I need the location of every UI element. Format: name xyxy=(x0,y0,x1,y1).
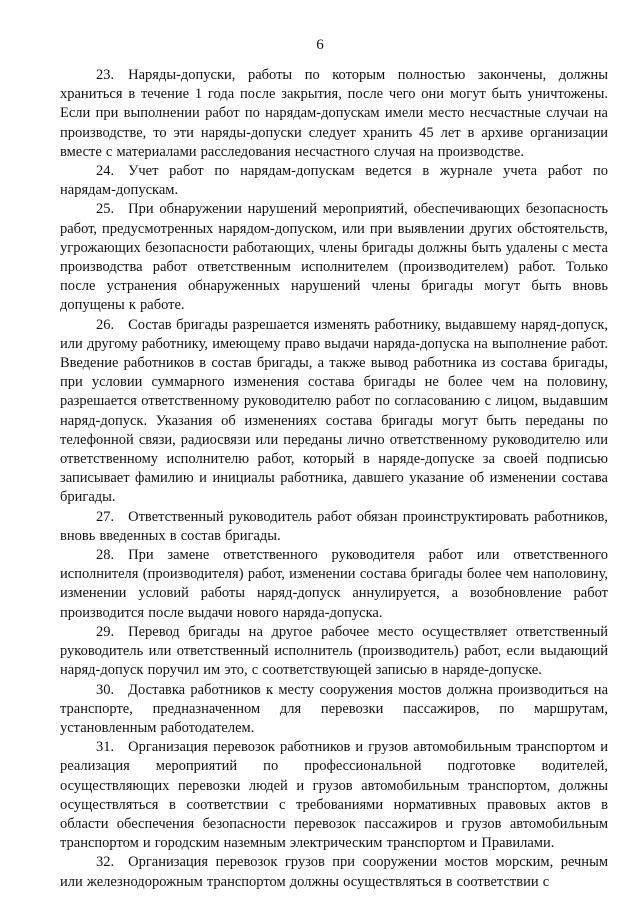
paragraph-text: При замене ответственного руководителя работ или ответственного исполнителя (производителя) работ, изменении состава бригады более чем наполовину, изменении условий работы наряд-допуск аннулируется, а возобновление работ производится после выдачи нового наряда-допуска. xyxy=(60,547,608,621)
paragraph-text: Перевод бригады на другое рабочее место осуществляет ответственный руководитель или ответственный исполнитель (производитель) работ, если выдающий наряд-допуск поручил им это, с соответствующей записью в наряде-допуске. xyxy=(60,623,608,679)
paragraph-text: Наряды-допуски, работы по которым полностью закончены, должны храниться в течение 1 года после закрытия, после чего они могут быть уничтожены. Если при выполнении работ по нарядам-допускам имели место несчастные случаи на производстве, то эти наряды-допуски следует хранить 45 лет в архиве организации вместе с материалами расследования несчастного случая на производстве. xyxy=(60,67,608,160)
paragraph-number: 23. xyxy=(96,67,115,83)
paragraph-25 xyxy=(60,200,608,315)
paragraph-text: Состав бригады разрешается изменять работнику, выдавшему наряд-допуск, или другому работнику, имеющему право выдачи наряда-допуска на выполнение работ. Введение работников в состав бригады, а также вывод работника из состава бригады, при условии суммарного изменения состава бригады не более чем на половину, разрешается ответственному руководителю работ по согласованию с лицом, выдавшим наряд-допуск. Указания об изменениях состава бригады могут быть переданы по телефонной связи, радиосвязи или переданы лично ответственному руководителю или ответственному исполнителю работ, который в наряде-допуске за своей подписью записывает фамилию и инициалы работника, давшего указание об изменении состава бригады. xyxy=(60,316,608,506)
document-body xyxy=(60,66,608,892)
paragraph-text: При обнаружении нарушений мероприятий, обеспечивающих безопасность работ, предусмотренных нарядом-допуском, или при выявлении других обстоятельств, угрожающих безопасности работающих, члены бригады должны быть удалены с места производства работ ответственным исполнителем (производителем) работ. Только после устранения обнаруженных нарушений члены бригады могут быть вновь допущены к работе. xyxy=(60,201,608,314)
paragraph-number: 30. xyxy=(96,681,115,698)
paragraph-number: 29. xyxy=(96,623,115,640)
paragraph-text: Учет работ по нарядам-допускам ведется в журнале учета работ по нарядам-допускам. xyxy=(60,163,608,199)
paragraph-32 xyxy=(60,853,608,891)
paragraph-text: Организация перевозок работников и грузов автомобильным транспортом и реализация мероприятий по профессиональной подготовке водителей, осуществляющих перевозки людей и грузов автомобильным транспортом, должны осуществляться в соответствии с требованиями нормативных правовых актов в области обеспечения безопасности перевозок пассажиров и грузов автомобильным транспортом и городским наземным электрическим транспортом и Правилами. xyxy=(60,739,608,852)
paragraph-29 xyxy=(60,623,608,681)
paragraph-26 xyxy=(60,316,608,508)
paragraph-28 xyxy=(60,546,608,623)
paragraph-31 xyxy=(60,738,608,853)
paragraph-text: Доставка работников к месту сооружения мостов должна производиться на транспорте, предназначенном для перевозки пассажиров, по маршрутам, установленным работодателем. xyxy=(60,681,608,736)
paragraph-24 xyxy=(60,162,608,200)
paragraph-number: 27. xyxy=(96,508,115,525)
paragraph-number: 24. xyxy=(96,163,115,180)
paragraph-number: 31. xyxy=(96,739,115,756)
paragraph-number: 32. xyxy=(96,854,115,871)
page-number: 6 xyxy=(316,37,324,53)
paragraph-number: 28. xyxy=(96,547,115,564)
paragraph-number: 26. xyxy=(96,316,115,333)
paragraph-text: Ответственный руководитель работ обязан проинструктировать работников, вновь введенных в состав бригады. xyxy=(60,508,608,544)
paragraph-text: Организация перевозок грузов при сооружении мостов морским, речным или железнодорожным транспортом должны осуществляться в соответствии с xyxy=(60,854,608,890)
paragraph-number: 25. xyxy=(96,201,115,218)
paragraph-23 xyxy=(60,66,608,162)
paragraph-30 xyxy=(60,681,608,739)
paragraph-27 xyxy=(60,508,608,546)
